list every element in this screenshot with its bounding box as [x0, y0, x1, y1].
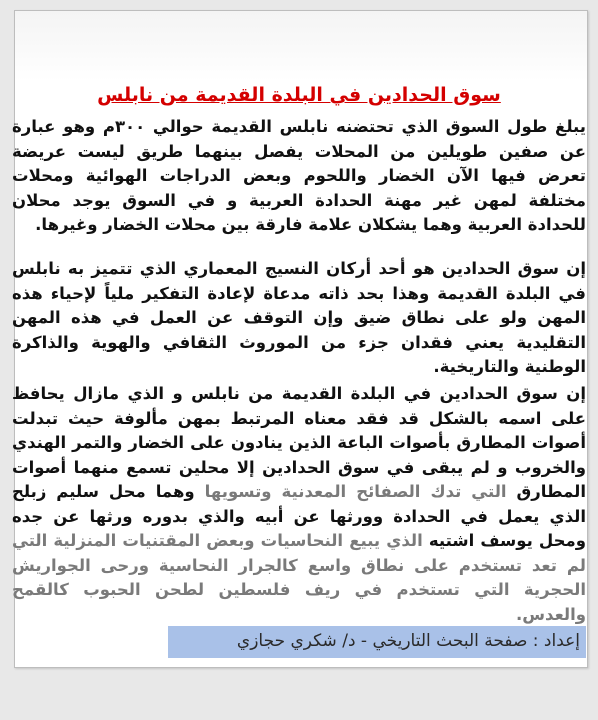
- paragraph-3-part-3: وهما محل سليم زبلح الذي يعمل في الحدادة وورثها عن أبيه والذي بدوره ورثها عن جده ومحل يوسف اشتيه: [12, 482, 586, 550]
- author-credit: إعداد : صفحة البحث التاريخي - د/ شكري حجازي: [168, 626, 586, 658]
- paragraph-1: يبلغ طول السوق الذي تحتضنه نابلس القديمة حوالي ٣٠٠م وهو عبارة عن صفين طويلين من المحلات يفصل بينهما طريق ليست عريضة تعرض فيها الآن الخضار واللحوم وبعض الدراجات الهوائية ومحلات مختلفة لمهن غير مهنة الحدادة العربية و في السوق يوجد محلان للحدادة العربية وهما يشكلان علامة فارقة بين محلات الخضار وغيرها.: [12, 117, 586, 234]
- paragraph-3-part-2: التي تدك الصفائح المعدنية وتسويها: [204, 482, 507, 501]
- paragraph-3-part-1: إن سوق الحدادين في البلدة القديمة من نابلس و الذي مازال يحافظ على اسمه بالشكل قد فقد معناه المرتبط بمهن مألوفة حيث تبدلت أصوات المطارق بأصوات الباعة الذين ينادون على الخضار والتمر الهندي والخروب و لم يبقى في سوق الحدادين إلا محلين تسمع منهما أصوات المطارق: [12, 384, 586, 501]
- paragraph-3-part-4: الذي يبيع النحاسيات وبعض المقتنيات المنزلية التي لم تعد تستخدم على نطاق واسع كالجرار النحاسية ورحى الجواريش الحجرية التي تستخدم في ريف فلسطين لطحن الحبوب كالقمح والعدس.: [12, 531, 586, 624]
- paragraph-2: إن سوق الحدادين هو أحد أركان النسيج المعماري الذي تتميز به نابلس في البلدة القديمة وهذا بحد ذاته مدعاة لإعادة التفكير ملياً لإحياء هذه المهن ولو على نطاق ضيق وإن التوقف عن العمل في هذه المهن التقليدية يعني فقدان جزء من الموروث الثقافي والهوية والذاكرة الوطنية والتاريخية.: [12, 259, 586, 376]
- paragraph-3: [12, 382, 586, 627]
- page-header-area: [15, 11, 587, 81]
- article-title: سوق الحدادين في البلدة القديمة من نابلس: [97, 84, 501, 106]
